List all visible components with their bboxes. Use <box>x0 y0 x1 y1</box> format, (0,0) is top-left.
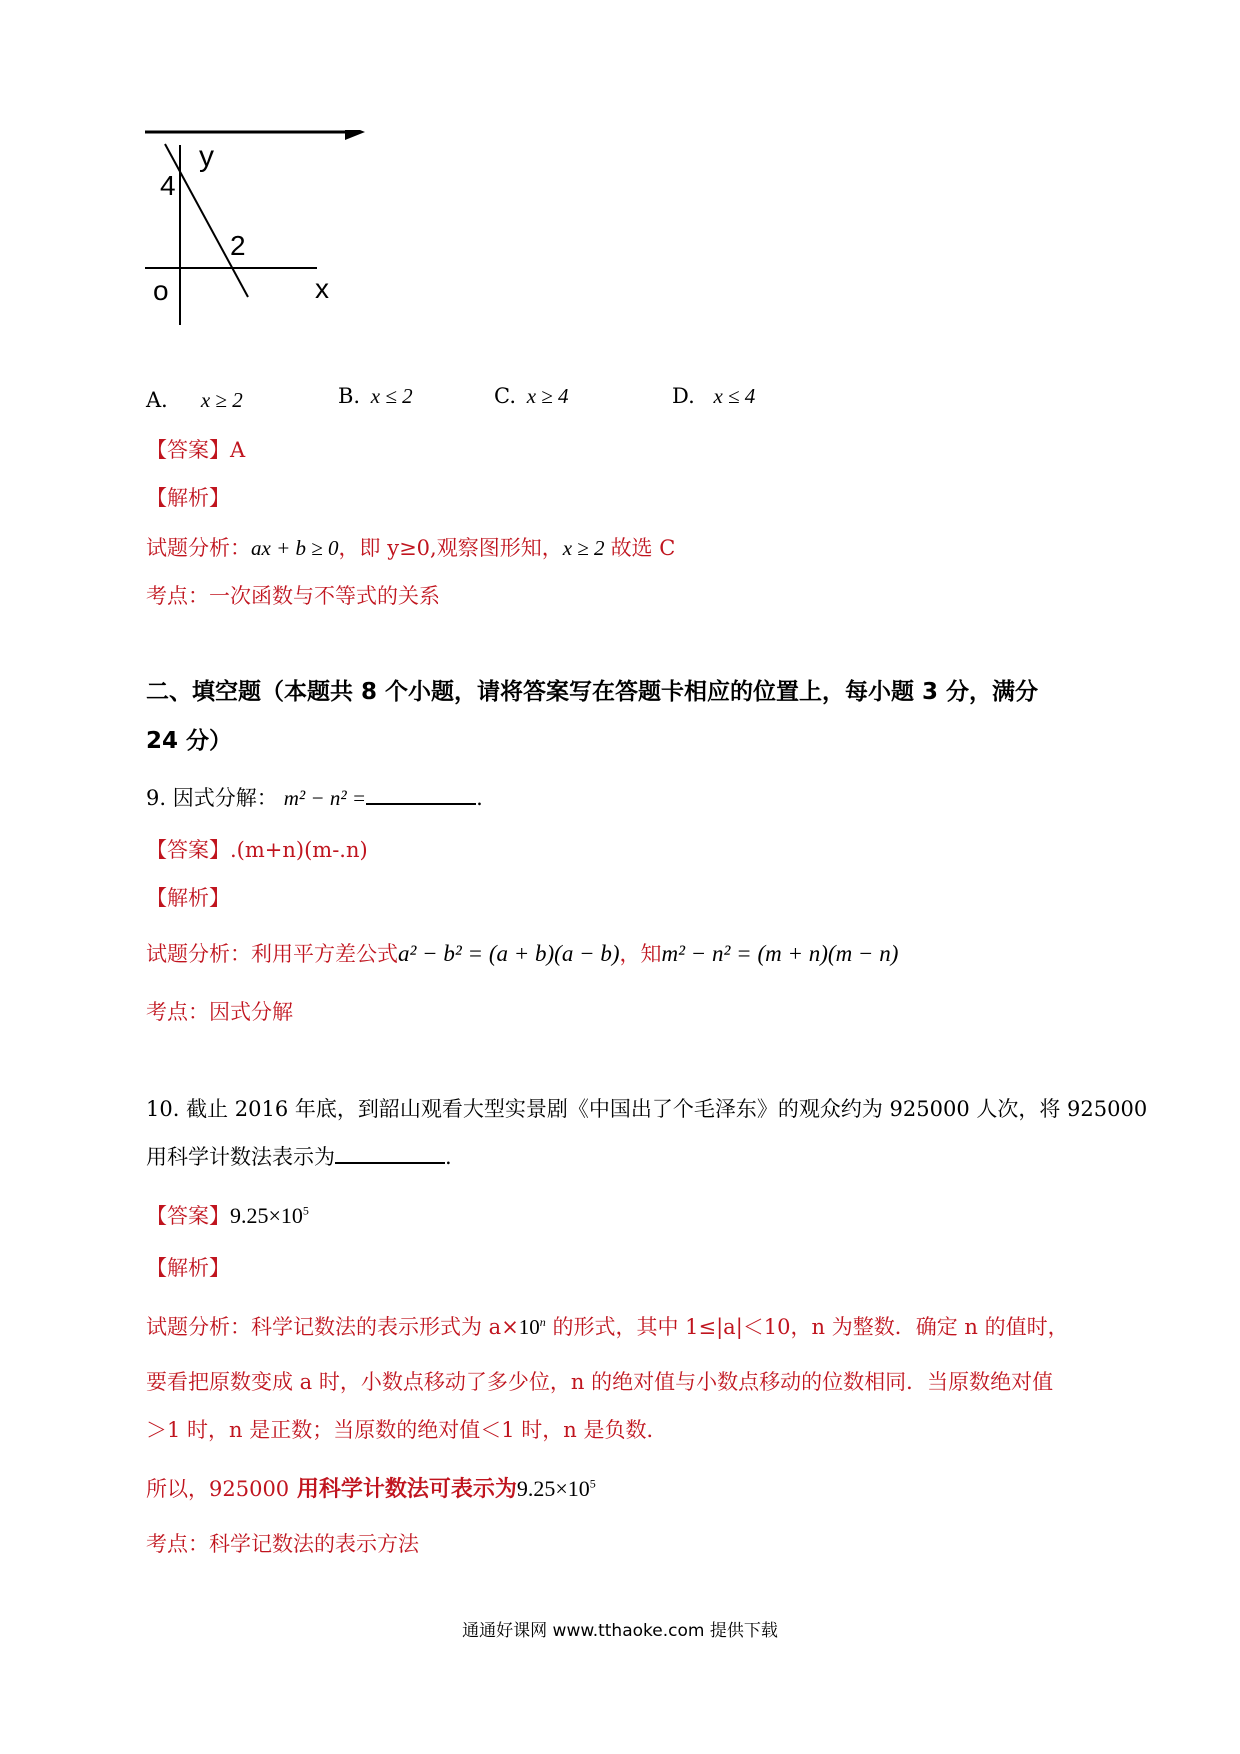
page-footer: 通通好课网 www.tthaoke.com 提供下载 <box>462 1621 778 1641</box>
analysis-text: 的形式，其中 1≤|a|＜10，n 为整数．确定 n 的值时， <box>545 1315 1069 1339</box>
power-exponent: n <box>539 1315 546 1329</box>
q9-stem <box>146 782 483 812</box>
answer-value <box>230 1203 309 1228</box>
q9-analysis-tag: 【解析】 <box>146 886 230 910</box>
option-a <box>146 384 243 414</box>
x-intercept-label: 2 <box>230 230 246 261</box>
answer-blank[interactable] <box>335 1162 445 1164</box>
answer-blank[interactable] <box>366 803 476 805</box>
analysis-expr: x ≥ 2 <box>562 536 605 560</box>
answer-exponent: 5 <box>302 1203 309 1218</box>
analysis-text: ，知 <box>619 942 662 966</box>
y-axis-label: y <box>199 140 214 173</box>
stem-end: . <box>476 786 483 810</box>
function-graph-figure <box>145 130 385 370</box>
q10-analysis-line3: ＞1 时，n 是正数；当原数的绝对值＜1 时，n 是负数． <box>146 1418 668 1442</box>
analysis-text: 故选 C <box>610 536 676 560</box>
answer-tag: 【答案】 <box>146 1204 230 1228</box>
q10-stem-line1: 10. 截止 2016 年底，到韶山观看大型实景剧《中国出了个毛泽东》的观众约为 925000 人次，将 925000 <box>146 1097 1148 1121</box>
conclusion-prefix: 所以，925000 <box>146 1477 290 1501</box>
answer-base: 9.25×10 <box>230 1203 303 1228</box>
question-expr: m² − n² = <box>283 786 367 810</box>
option-letter: C. <box>494 384 516 408</box>
analysis-formula: m² − n² = (m + n)(m − n) <box>661 941 899 966</box>
conclusion-exponent: 5 <box>589 1476 596 1491</box>
q10-analysis-tag: 【解析】 <box>146 1256 230 1280</box>
answer-value: .(m+n)(m-.n) <box>230 838 368 862</box>
top-arrow-head <box>345 130 365 140</box>
analysis-formula: a² − b² = (a + b)(a − b) <box>398 941 620 966</box>
q9-answer <box>146 834 368 864</box>
option-expr: x ≤ 4 <box>713 384 756 408</box>
option-expr: x ≤ 2 <box>370 384 413 408</box>
analysis-prefix: 试题分析： <box>146 536 251 560</box>
analysis-text: 试题分析：科学记数法的表示形式为 a× <box>146 1315 519 1339</box>
q10-analysis-line2: 要看把原数变成 a 时，小数点移动了多少位，n 的绝对值与小数点移动的位数相同．当原数绝对值 <box>146 1370 1054 1394</box>
option-expr: x ≥ 4 <box>526 384 569 408</box>
option-c <box>494 384 569 409</box>
q10-stem-line2 <box>146 1141 452 1171</box>
x-axis-label: x <box>315 273 329 304</box>
question-stem: 9. 因式分解： <box>146 786 278 810</box>
option-d <box>672 384 755 409</box>
option-letter: B. <box>338 384 361 408</box>
section-title-line2: 24 分） <box>146 728 233 754</box>
q8-analysis <box>146 532 675 562</box>
conclusion-value <box>517 1476 596 1501</box>
q8-answer <box>146 434 245 464</box>
analysis-expr: ax + b ≥ 0 <box>251 536 339 560</box>
q8-analysis-tag: 【解析】 <box>146 486 230 510</box>
conclusion-base: 9.25×10 <box>516 1476 590 1501</box>
analysis-text: ，即 y≥0,观察图形知， <box>338 536 563 560</box>
option-b <box>338 384 413 409</box>
stem-end: . <box>445 1145 452 1169</box>
analysis-prefix: 试题分析：利用平方差公式 <box>146 942 398 966</box>
power-of-ten <box>519 1315 546 1339</box>
q10-conclusion <box>146 1472 596 1503</box>
q10-analysis-line1 <box>146 1311 1069 1341</box>
option-letter: A． <box>146 388 183 412</box>
section-title-line1: 二、填空题（本题共 8 个小题，请将答案写在答题卡相应的位置上，每小题 3 分，满分 <box>146 679 1039 705</box>
answer-value: A <box>230 438 246 462</box>
q10-point: 考点：科学记数法的表示方法 <box>146 1532 419 1556</box>
answer-tag: 【答案】 <box>146 838 230 862</box>
answer-tag: 【答案】 <box>146 438 230 462</box>
power-base: 10 <box>518 1315 540 1339</box>
y-intercept-label: 4 <box>160 170 176 201</box>
option-expr: x ≥ 2 <box>200 388 243 412</box>
q9-point: 考点：因式分解 <box>146 1000 293 1024</box>
conclusion-bold: 用科学计数法可表示为 <box>289 1477 517 1502</box>
option-letter: D. <box>672 384 695 408</box>
q10-answer <box>146 1200 309 1230</box>
q9-analysis <box>146 938 898 968</box>
origin-label: o <box>153 275 169 306</box>
question-stem: 用科学计数法表示为 <box>146 1145 335 1169</box>
q8-point: 考点：一次函数与不等式的关系 <box>146 584 440 608</box>
